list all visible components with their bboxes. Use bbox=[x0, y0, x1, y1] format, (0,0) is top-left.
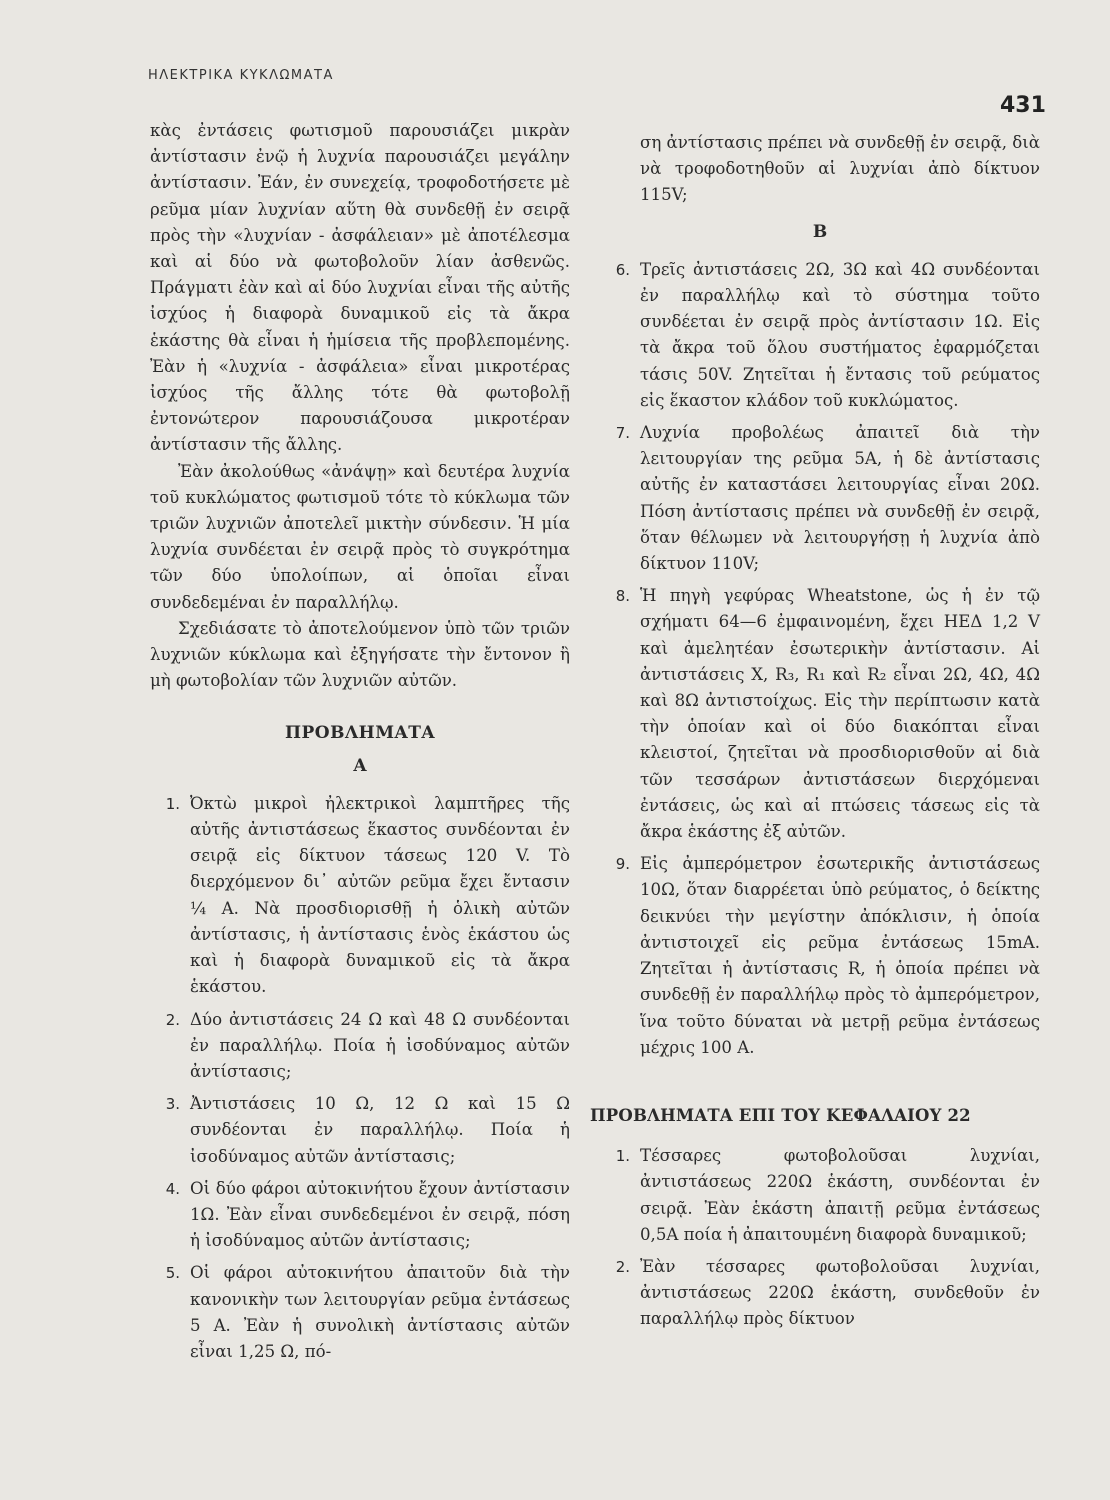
problem-text: Τρεῖς ἀντιστάσεις 2Ω, 3Ω καὶ 4Ω συνδέονται ἐν παραλλήλῳ καὶ τὸ σύστημα τοῦτο συνδέεται ἐν σειρᾷ πρὸς ἀντίστασιν 1Ω. Εἰς τὰ ἄκρα τοῦ ὅλου συστήματος ἐφαρμόζεται τάσις 50V. Ζητεῖται ἡ ἔντασις τοῦ ρεύματος εἰς ἕκαστον κλάδον τοῦ κυκλώματος. bbox=[640, 259, 1040, 410]
problem-number: 1. bbox=[615, 1147, 630, 1166]
problem-number: 7. bbox=[615, 424, 630, 443]
problem-text: Ὀκτὼ μικροὶ ἠλεκτρικοὶ λαμπτῆρες τῆς αὐτῆς ἀντιστάσεως ἕκαστος συνδέονται ἐν σειρᾷ εἰς δίκτυον τάσεως 120 V. Τὸ διερχόμενον δι᾽ αὐτῶν ρεῦμα ἔχει ἔντασιν ¼ Α. Νὰ προσδιορισθῇ ἡ ὁλικὴ αὐτῶν ἀντίστασις, ἡ ἀντίστασις ἑνὸς ἑκάστου ὡς καὶ ἡ διαφορὰ δυναμικοῦ εἰς τὰ ἄκρα ἑκάστου. bbox=[190, 793, 570, 997]
problem-number: 4. bbox=[165, 1179, 180, 1198]
problem-text: Τέσσαρες φωτοβολοῦσαι λυχνίαι, ἀντιστάσεως 220Ω ἑκάστη, συνδέονται ἐν σειρᾷ. Ἐὰν ἑκάστη ἀπαιτῇ ρεῦμα ἐντάσεως 0,5Α ποία ἡ ἀπαιτουμένη διαφορὰ δυναμικοῦ; bbox=[640, 1146, 1040, 1244]
problem-text: Οἱ φάροι αὐτοκινήτου ἀπαιτοῦν διὰ τὴν κανονικὴν των λειτουργίαν ρεῦμα ἐντάσεως 5 Α. Ἐὰν ἡ συνολικὴ ἀντίστασις αὐτῶν εἶναι 1,25 Ω, πό- bbox=[190, 1263, 570, 1361]
section-subheading: Β bbox=[812, 221, 828, 242]
problem-item bbox=[150, 1176, 570, 1255]
problem-number: 2. bbox=[165, 1010, 180, 1029]
problem-item bbox=[600, 420, 1040, 577]
problem-number: 1. bbox=[165, 794, 180, 813]
problem-continuation: ση ἀντίστασις πρέπει νὰ συνδεθῇ ἐν σειρᾷ, διὰ νὰ τροφοδοτηθοῦν αἱ λυχνίαι ἀπὸ δίκτυον 115V; bbox=[640, 133, 1040, 205]
problem-number: 8. bbox=[615, 587, 630, 606]
problem-item bbox=[600, 257, 1040, 414]
problem-text: Ἀντιστάσεις 10 Ω, 12 Ω καὶ 15 Ω συνδέονται ἐν παραλλήλῳ. Ποία ἡ ἰσοδύναμος αὐτῶν ἀντίστασις; bbox=[190, 1094, 570, 1166]
problem-text: Εἰς ἀμπερόμετρον ἐσωτερικῆς ἀντιστάσεως 10Ω, ὅταν διαρρέεται ὑπὸ ρεύματος, ὁ δείκτης δεικνύει τὴν μεγίστην ἀπόκλισιν, ἡ ὁποία ἀντιστοιχεῖ εἰς ρεῦμα ἐντάσεως 15mA. Ζητεῖται ἡ ἀντίστασις R, ἡ ὁποία πρέπει νὰ συνδεθῇ ἐν παραλλήλῳ πρὸς τὸ ἀμπερόμετρον, ἵνα τοῦτο δύναται νὰ μετρῇ ρεῦμα ἐντάσεως μέχρις 100 Α. bbox=[640, 854, 1040, 1057]
problem-item bbox=[150, 1260, 570, 1365]
problem-item bbox=[600, 583, 1040, 845]
problem-text: Λυχνία προβολέως ἀπαιτεῖ διὰ τὴν λειτουργίαν της ρεῦμα 5Α, ἡ δὲ ἀντίστασις αὐτῆς ἐν καταστάσει λειτουργίας εἶναι 20Ω. Πόση ἀντίστασις πρέπει νὰ συνδεθῇ ἐν σειρᾷ, ὅταν θέλωμεν νὰ λειτουργήσῃ ἡ λυχνία ἀπὸ δίκτυον 110V; bbox=[640, 423, 1040, 574]
section-heading: ΠΡΟΒΛΗΜΑΤΑ bbox=[284, 723, 436, 744]
problem-item bbox=[150, 1007, 570, 1086]
problem-item bbox=[600, 1143, 1040, 1248]
paragraph: Σχεδιάσατε τὸ ἀποτελούμενον ὑπὸ τῶν τριῶν λυχνιῶν κύκλωμα καὶ ἐξηγήσατε τὴν ἔντονον ἢ μὴ φωτοβολίαν τῶν λυχνιῶν αὐτῶν. bbox=[150, 618, 570, 691]
problem-number: 9. bbox=[615, 855, 630, 874]
paragraph: κὰς ἐντάσεις φωτισμοῦ παρουσιάζει μικρὰν ἀντίστασιν ἐνῷ ἡ λυχνία παρουσιάζει μεγάλην ἀντίστασιν. Ἐάν, ἐν συνεχείᾳ, τροφοδοτήσετε μὲ ρεῦμα μίαν λυχνίαν αὕτη θὰ συνδεθῇ ἐν σειρᾷ πρὸς τὴν «λυχνίαν - ἀσφάλειαν» μὲ ἀποτέλεσμα καὶ αἱ δύο νὰ φωτοβολοῦν λίαν ἀσθενῶς. Πράγματι ἐὰν καὶ αἱ δύο λυχνίαι εἶναι τῆς αὐτῆς ἰσχύος ἡ διαφορὰ δυναμικοῦ εἰς τὰ ἄκρα ἑκάστης θὰ εἶναι ἡ ἡμίσεια τῆς προβλεπομένης. Ἐὰν ἡ «λυχνία - ἀσφάλεια» εἶναι μικροτέρας ἰσχύος τῆς ἄλλης τότε θὰ φωτοβολῇ ἐντονώτερον παρουσιάζουσα μικροτέραν ἀντίστασιν τῆς ἄλλης. bbox=[150, 121, 570, 455]
section-subheading: Α bbox=[353, 755, 367, 776]
problem-item bbox=[600, 851, 1040, 1061]
problem-item bbox=[150, 1091, 570, 1170]
problem-text: Ἡ πηγὴ γεφύρας Wheatstone, ὡς ἡ ἐν τῷ σχήματι 64—6 ἐμφαινομένη, ἔχει ΗΕΔ 1,2 V καὶ ἀμελητέαν ἐσωτερικὴν ἀντίστασιν. Αἱ ἀντιστάσεις X, R₃, R₁ καὶ R₂ εἶναι 2Ω, 4Ω, 4Ω καὶ 8Ω ἀντιστοίχως. Εἰς τὴν περίπτωσιν κατὰ τὴν ὁποίαν καὶ οἱ δύο διακόπται εἶναι κλειστοί, ζητεῖται νὰ προσδιορισθοῦν αἱ διὰ τῶν τεσσάρων ἀντιστάσεων διερχόμεναι ἐντάσεις, ὡς καὶ αἱ πτώσεις τάσεως εἰς τὰ ἄκρα ἑκάστης ἐξ αὐτῶν. bbox=[640, 586, 1040, 842]
problem-item bbox=[150, 791, 570, 1001]
problem-number: 3. bbox=[165, 1095, 180, 1114]
running-head: ΗΛΕΚΤΡΙΚΑ ΚΥΚΛΩΜΑΤΑ bbox=[148, 68, 334, 83]
problem-text: Οἱ δύο φάροι αὐτοκινήτου ἔχουν ἀντίστασιν 1Ω. Ἐὰν εἶναι συνδεδεμένοι ἐν σειρᾷ, πόση ἡ ἰσοδύναμος αὐτῶν ἀντίστασις; bbox=[190, 1178, 570, 1251]
problem-number: 2. bbox=[615, 1257, 630, 1276]
problem-number: 5. bbox=[165, 1264, 180, 1283]
page-number: 431 bbox=[1000, 93, 1046, 118]
problem-text: Δύο ἀντιστάσεις 24 Ω καὶ 48 Ω συνδέονται ἐν παραλλήλῳ. Ποία ἡ ἰσοδύναμος αὐτῶν ἀντίστασις; bbox=[190, 1009, 570, 1081]
paragraph: Ἐὰν ἀκολούθως «ἀνάψῃ» καὶ δευτέρα λυχνία τοῦ κυκλώματος φωτισμοῦ τότε τὸ κύκλωμα τῶν τριῶν λυχνιῶν ἀποτελεῖ μικτὴν σύνδεσιν. Ἡ μία λυχνία συνδέεται ἐν σειρᾷ πρὸς τὸ συγκρότημα τῶν δύο ὑπολοίπων, αἱ ὁποῖαι εἶναι συνδεδεμέναι ἐν παραλλήλῳ. bbox=[150, 461, 570, 612]
problem-number: 6. bbox=[615, 260, 630, 279]
left-column bbox=[150, 118, 570, 1371]
chapter-problems-heading: ΠΡΟΒΛΗΜΑΤΑ ΕΠΙ ΤΟΥ ΚΕΦΑΛΑΙΟΥ 22 bbox=[590, 1105, 971, 1125]
problem-item bbox=[600, 1254, 1040, 1333]
problem-text: Ἐὰν τέσσαρες φωτοβολοῦσαι λυχνίαι, ἀντιστάσεως 220Ω ἑκάστη, συνδεθοῦν ἐν παραλλήλῳ πρὸς δίκτυον bbox=[640, 1256, 1040, 1329]
right-column bbox=[590, 130, 1040, 1339]
